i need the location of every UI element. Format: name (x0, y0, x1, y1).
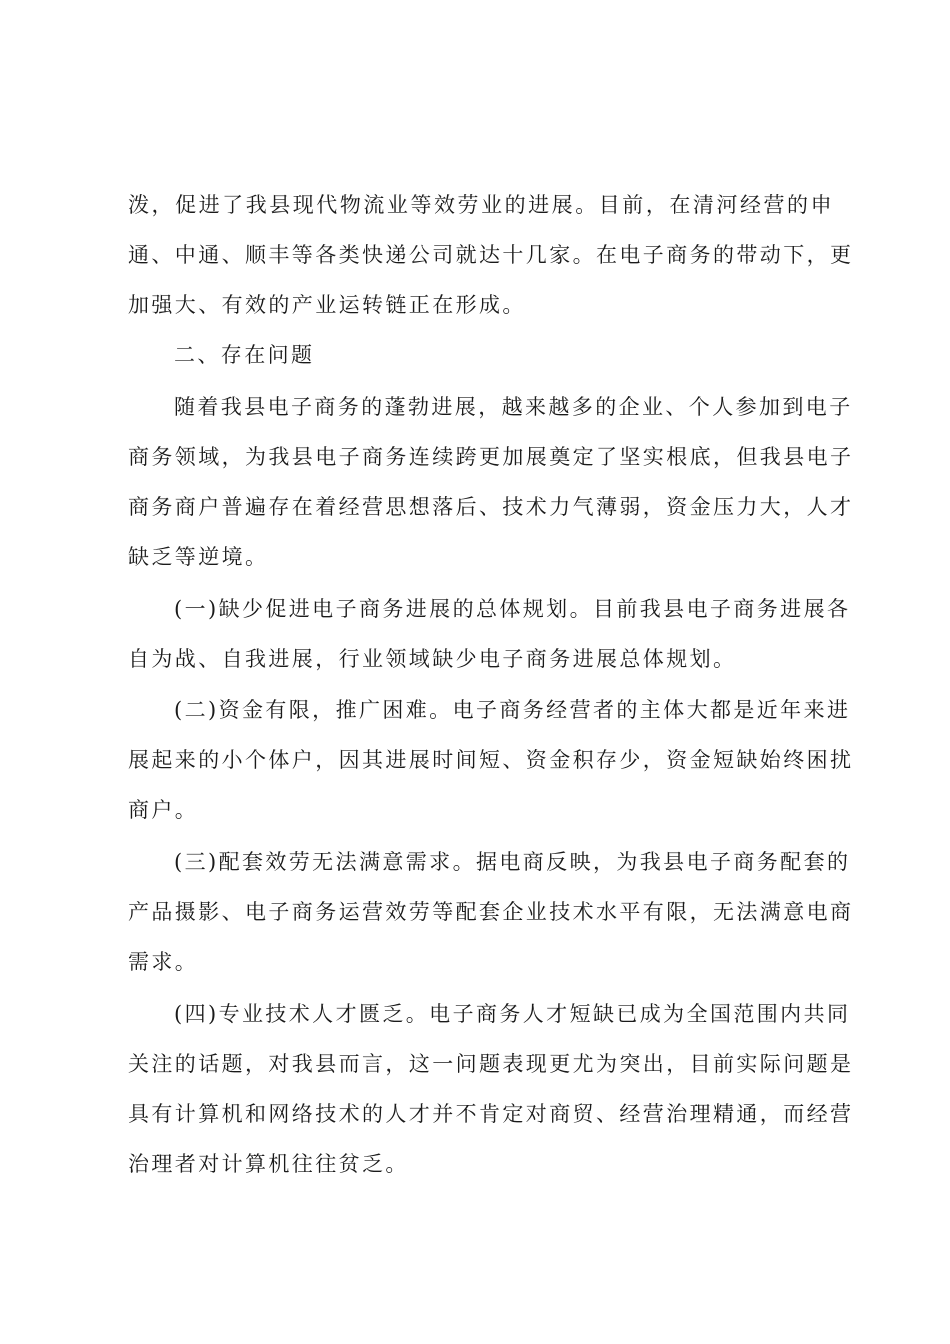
paragraph-line: 泼，促进了我县现代物流业等效劳业的进展。目前，在清河经营的申 (128, 193, 834, 217)
paragraph-line: (四)专业技术人才匮乏。电子商务人才短缺已成为全国范围内共同 (174, 1002, 851, 1026)
paragraph-line: 产品摄影、电子商务运营效劳等配套企业技术水平有限，无法满意电商 (128, 900, 854, 924)
paragraph-line: 关注的话题，对我县而言，这一问题表现更尤为突出，目前实际问题是 (128, 1052, 854, 1076)
paragraph-line: 缺乏等逆境。 (128, 545, 269, 569)
paragraph-line: 随着我县电子商务的蓬勃进展，越来越多的企业、个人参加到电子 (174, 395, 853, 419)
paragraph-line: 治理者对计算机往往贫乏。 (128, 1152, 409, 1176)
paragraph-line: 商务商户普遍存在着经营思想落后、技术力气薄弱，资金压力大，人才 (128, 495, 854, 519)
section-heading: 二、存在问题 (174, 343, 315, 367)
paragraph-line: 自为战、自我进展，行业领域缺少电子商务进展总体规划。 (128, 647, 737, 671)
paragraph-line: 具有计算机和网络技术的人才并不肯定对商贸、经营治理精通，而经营 (128, 1102, 854, 1126)
paragraph-line: (二)资金有限，推广困难。电子商务经营者的主体大都是近年来进 (174, 698, 851, 722)
paragraph-line: 商务领域，为我县电子商务连续跨更加展奠定了坚实根底，但我县电子 (128, 445, 854, 469)
paragraph-line: 商户。 (128, 798, 199, 822)
paragraph-line: 需求。 (128, 950, 199, 974)
paragraph-line: 展起来的小个体户，因其进展时间短、资金积存少，资金短缺始终困扰 (128, 748, 854, 772)
paragraph-line: 通、中通、顺丰等各类快递公司就达十几家。在电子商务的带动下，更 (128, 243, 854, 267)
paragraph-line: (三)配套效劳无法满意需求。据电商反映，为我县电子商务配套的 (174, 850, 851, 874)
paragraph-line: (一)缺少促进电子商务进展的总体规划。目前我县电子商务进展各 (174, 597, 851, 621)
paragraph-line: 加强大、有效的产业运转链正在形成。 (128, 293, 526, 317)
